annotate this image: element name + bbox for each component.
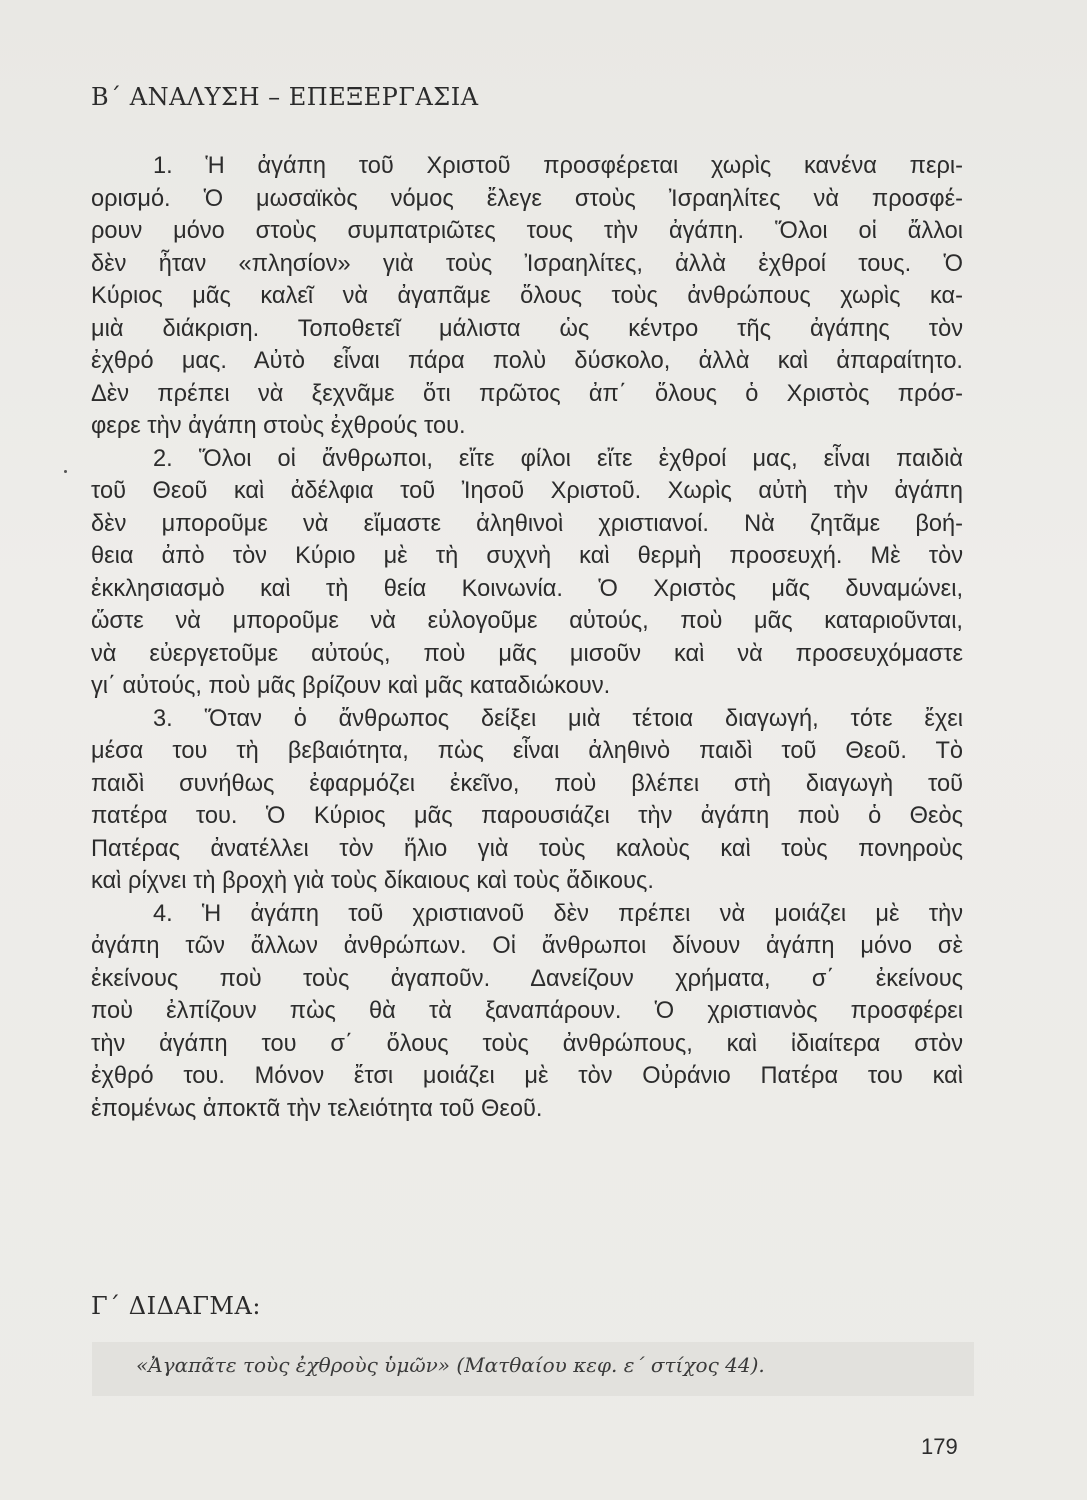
section-heading-teaching: Γ΄ ΔΙΔΑΓΜΑ: xyxy=(91,1292,261,1320)
text-line: τοῦ Θεοῦ καὶ ἀδέλφια τοῦ Ἰησοῦ Χριστοῦ. Χωρὶς αὐτὴ τὴν ἀγάπη xyxy=(91,478,963,504)
text-line: δὲν ἦταν «πλησίον» γιὰ τοὺς Ἰσραηλίτες, ἀλλὰ ἐχθροί τους. Ὁ xyxy=(91,250,963,277)
text-line: ἐχθρό του. Μόνον ἔτσι μοιάζει μὲ τὸν Οὐράνιο Πατέρα του καὶ xyxy=(91,1063,963,1089)
text-line: Πατέρας ἀνατέλλει τὸν ἥλιο γιὰ τοὺς καλοὺς καὶ τοὺς πονηροὺς xyxy=(91,835,963,862)
text-line: ὥστε νὰ μποροῦμε νὰ εὐλογοῦμε αὐτούς, ποὺ μᾶς καταριοῦνται, xyxy=(91,608,963,634)
margin-mark xyxy=(64,470,67,473)
scripture-quote: «Ἀγαπᾶτε τοὺς ἐχθροὺς ὑμῶν» (Ματθαίου κεφ. ε΄ στίχος 44). xyxy=(136,1353,765,1377)
text-line: Κύριος μᾶς καλεῖ νὰ ἀγαπᾶμε ὅλους τοὺς ἀνθρώπους χωρὶς κα- xyxy=(91,283,963,309)
text-line: γι΄ αὐτούς, ποὺ μᾶς βρίζουν καὶ μᾶς καταδιώκουν. xyxy=(91,673,611,699)
text-line: μιὰ διάκριση. Τοποθετεῖ μάλιστα ὡς κέντρο τῆς ἀγάπης τὸν xyxy=(91,315,963,342)
page-number: 179 xyxy=(921,1434,958,1459)
text-line: 2. Ὅλοι οἱ ἄνθρωποι, εἴτε φίλοι εἴτε ἐχθροί μας, εἶναι παιδιὰ xyxy=(153,445,963,472)
text-line: 1. Ἡ ἀγάπη τοῦ Χριστοῦ προσφέρεται χωρὶς κανένα περι- xyxy=(153,153,963,179)
text-line: νὰ εὐεργετοῦμε αὐτούς, ποὺ μᾶς μισοῦν καὶ νὰ προσευχόμαστε xyxy=(91,640,963,667)
text-line: ἑπομένως ἀποκτᾶ τὴν τελειότητα τοῦ Θεοῦ. xyxy=(91,1095,543,1122)
text-line: 3. Ὅταν ὁ ἄνθρωπος δείξει μιὰ τέτοια διαγωγή, τότε ἔχει xyxy=(153,705,963,732)
text-line: ποὺ ἐλπίζουν πὼς θὰ τὰ ξαναπάρουν. Ὁ χριστιανὸς προσφέρει xyxy=(91,998,963,1024)
text-line: 4. Ἡ ἀγάπη τοῦ χριστιανοῦ δὲν πρέπει νὰ μοιάζει μὲ τὴν xyxy=(153,900,963,927)
text-line: ορισμό. Ὁ μωσαϊκὸς νόμος ἔλεγε στοὺς Ἰσραηλίτες νὰ προσφέ- xyxy=(91,185,963,212)
text-line: ἐκείνους ποὺ τοὺς ἀγαποῦν. Δανείζουν χρήματα, σ΄ ἐκείνους xyxy=(91,965,963,992)
text-line: καὶ ρίχνει τὴ βροχὴ γιὰ τοὺς δίκαιους καὶ τοὺς ἄδικους. xyxy=(91,868,654,894)
body-text xyxy=(91,150,963,1125)
text-line: Δὲν πρέπει νὰ ξεχνᾶμε ὅτι πρῶτος ἀπ΄ ὅλους ὁ Χριστὸς πρόσ- xyxy=(91,380,963,407)
text-line: ἐχθρό μας. Αὐτὸ εἶναι πάρα πολὺ δύσκολο, ἀλλὰ καὶ ἀπαραίτητο. xyxy=(91,348,963,374)
text-line: μέσα του τὴ βεβαιότητα, πὼς εἶναι ἀληθινὸ παιδὶ τοῦ Θεοῦ. Τὸ xyxy=(91,738,963,764)
section-heading-analysis: Β΄ ΑΝΑΛΥΣΗ – ΕΠΕΞΕΡΓΑΣΙΑ xyxy=(91,83,479,111)
text-line: θεια ἀπὸ τὸν Κύριο μὲ τὴ συχνὴ καὶ θερμὴ προσευχή. Μὲ τὸν xyxy=(91,543,963,569)
text-line: πατέρα του. Ὁ Κύριος μᾶς παρουσιάζει τὴν ἀγάπη ποὺ ὁ Θεὸς xyxy=(91,803,963,829)
text-line: παιδὶ συνήθως ἐφαρμόζει ἐκεῖνο, ποὺ βλέπει στὴ διαγωγὴ τοῦ xyxy=(91,770,963,797)
text-line: δὲν μποροῦμε νὰ εἴμαστε ἀληθινοὶ χριστιανοί. Νὰ ζητᾶμε βοή- xyxy=(91,510,963,537)
text-line: ἐκκλησιασμὸ καὶ τὴ θεία Κοινωνία. Ὁ Χριστὸς μᾶς δυναμώνει, xyxy=(91,575,963,602)
text-line: ἀγάπη τῶν ἄλλων ἀνθρώπων. Οἱ ἄνθρωποι δίνουν ἀγάπη μόνο σὲ xyxy=(91,933,963,959)
text-line: τὴν ἀγάπη του σ΄ ὅλους τοὺς ἀνθρώπους, καὶ ἰδιαίτερα στὸν xyxy=(91,1030,963,1057)
text-line: ρουν μόνο στοὺς συμπατριῶτες τους τὴν ἀγάπη. Ὅλοι οἱ ἄλλοι xyxy=(91,218,963,244)
text-line: φερε τὴν ἀγάπη στοὺς ἐχθρούς του. xyxy=(91,413,466,439)
